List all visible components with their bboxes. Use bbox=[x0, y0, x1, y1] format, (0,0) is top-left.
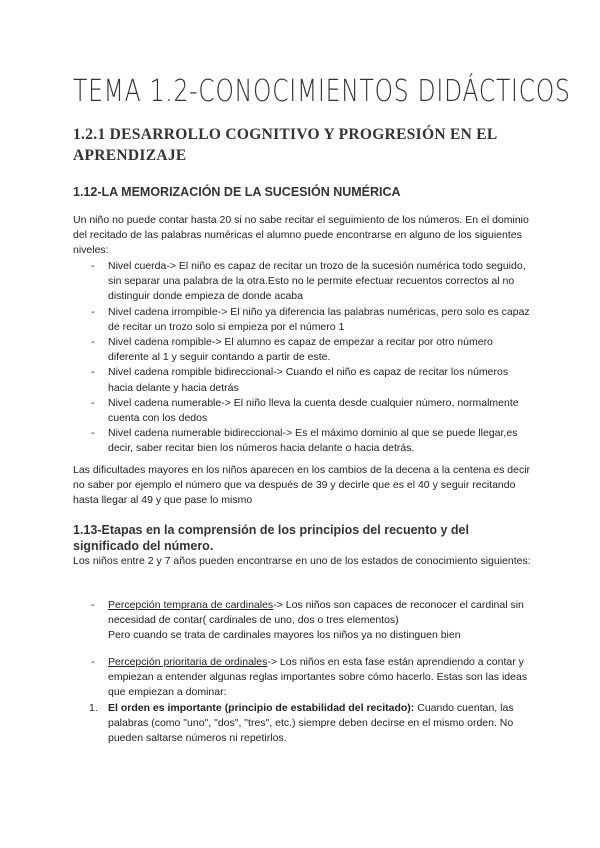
list-item-text: Nivel cadena rompible-> El alumno es capaz de empezar a recitar por otro número diferente al 1 y seguir contando a partir de este. bbox=[108, 336, 493, 364]
list-item bbox=[73, 305, 533, 335]
stage-term: Percepción temprana de cardinales bbox=[108, 599, 274, 611]
stage-text: -> Los niños son capaces de reconocer el cardinal sin necesidad de contar( cardinales de uno, dos o tres elementos) bbox=[108, 599, 524, 627]
bullet-mark: - bbox=[91, 656, 95, 668]
bullet-mark: - bbox=[91, 260, 95, 272]
principles-list bbox=[73, 701, 533, 747]
list-item-text: Nivel cadena numerable-> El niño lleva la cuenta desde cualquier número, normalmente cuenta con los dedos bbox=[108, 396, 519, 425]
stages-list bbox=[73, 598, 533, 644]
stages-list-2 bbox=[73, 655, 533, 701]
section1-heading: 1.12-LA MEMORIZACIÓN DE LA SUCESIÓN NUMÉRICA bbox=[73, 185, 401, 199]
bullet-mark: - bbox=[91, 427, 95, 440]
list-item-text: Nivel cadena numerable bidireccional-> Es el máximo dominio al que se puede llegar,es decir, saber recitar bien los números hacia delante o hacia detrás. bbox=[108, 427, 518, 455]
list-item-text: Nivel cadena irrompible-> El niño ya diferencia las palabras numéricas, pero solo es capaz de recitar un trozo solo si empieza por el número 1 bbox=[108, 305, 530, 333]
bullet-mark: - bbox=[91, 366, 95, 379]
list-item bbox=[73, 335, 533, 365]
page-title: TEMA 1.2-CONOCIMIENTOS DIDÁCTICOS bbox=[73, 74, 571, 109]
levels-list bbox=[73, 259, 533, 457]
stage-text: -> Los niños en esta fase están aprendiendo a contar y empiezan a entender algunas reglas importantes sobre cómo hacerlo. Estas son las ideas que empiezan a dominar: bbox=[108, 656, 528, 699]
list-item bbox=[73, 701, 533, 747]
section2-heading: 1.13-Etapas en la comprensión de los principios del recuento y del significado del número. bbox=[73, 523, 469, 553]
bullet-mark: - bbox=[91, 305, 95, 318]
difficulties-paragraph: Las dificultades mayores en los niños aparecen en los cambios de la decena a la centena es decir no saber por ejemplo el número que va después de 39 y decirle que es el 40 y seguir recitando hasta llegar al 49 y que pase lo mismo bbox=[73, 464, 531, 507]
list-item bbox=[73, 259, 533, 305]
bullet-mark: - bbox=[91, 396, 95, 409]
section2-intro: Los niños entre 2 y 7 años pueden encontrarse en uno de los estados de conocimiento siguientes: bbox=[73, 555, 531, 567]
list-item bbox=[73, 655, 533, 701]
list-item-text: Nivel cuerda-> El niño es capaz de recitar un trozo de la sucesión numérica todo seguido, sin separar una palabra de la otra.Esto no le permite efectuar recuentos correctos al no distinguir donde empieza de donde acaba bbox=[108, 260, 526, 303]
section1-intro: Un niño no puede contar hasta 20 si no sabe recitar el seguimiento de los números. En el dominio del recitado de las palabras numéricas el alumno puede encontrarse en alguno de los siguientes niveles: bbox=[73, 214, 529, 257]
list-item bbox=[73, 598, 533, 644]
bullet-mark: - bbox=[91, 599, 95, 611]
list-number: 1. bbox=[89, 702, 98, 714]
list-item-text: Nivel cadena rompible bidireccional-> Cuando el niño es capaz de recitar los números hacia delante y hacia detrás bbox=[108, 366, 509, 394]
principle-title: El orden es importante (principio de estabilidad del recitado): bbox=[108, 702, 415, 714]
principle-text: Cuando cuentan, las palabras (como "uno", "dos", "tres", etc.) siempre deben decirse en el mismo orden. No pueden saltarse números ni repetirlos. bbox=[108, 702, 514, 745]
bullet-mark: - bbox=[91, 336, 95, 349]
list-item bbox=[73, 365, 533, 395]
stage-extra: Pero cuando se trata de cardinales mayores los niños ya no distinguen bien bbox=[108, 629, 461, 642]
list-item bbox=[73, 396, 533, 426]
section-subtitle: 1.2.1 DESARROLLO COGNITIVO Y PROGRESIÓN EN EL APRENDIZAJE bbox=[73, 126, 497, 164]
list-item bbox=[73, 426, 533, 456]
stage-term: Percepción prioritaria de ordinales bbox=[108, 656, 268, 668]
